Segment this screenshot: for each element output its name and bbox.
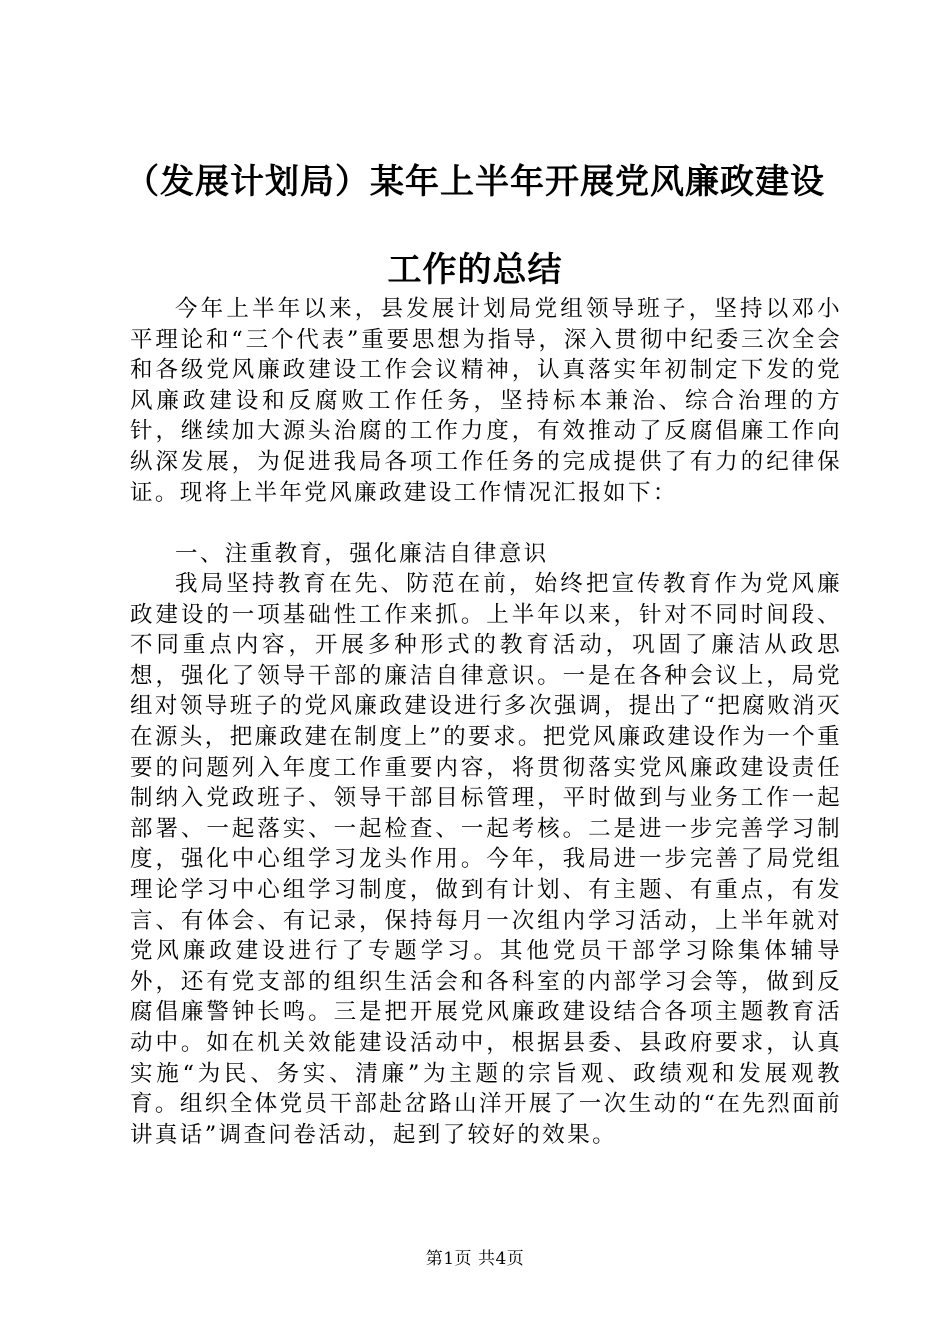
document-title-line-2: 工作的总结 — [387, 250, 563, 290]
section-heading-1: 一、注重教育，强化廉洁自律意识 — [175, 541, 549, 567]
page-number-footer: 第1页 共4页 — [425, 1249, 525, 1269]
section-1-paragraph: 我局坚持教育在先、防范在前，始终把宣传教育作为党风廉政建设的一项基础性工作来抓。上半年以来，针对不同时间段、不同重点内容，开展多种形式的教育活动，巩固了廉洁从政思想，强化了领导干部的廉洁自律意识。一是在各种会议上，局党组对领导班子的党风廉政建设进行多次强调，提出了“把腐败消灭在源头，把廉政建在制度上”的要求。把党风廉政建设作为一个重要的问题列入年度工作重要内容，将贯彻落实党风廉政建设责任制纳入党政班子、领导干部目标管理，平时做到与业务工作一起部署、一起落实、一起检查、一起考核。二是进一步完善学习制度，强化中心组学习龙头作用。今年，我局进一步完善了局党组理论学习中心组学习制度，做到有计划、有主题、有重点，有发言、有体会、有记录，保持每月一次组内学习活动，上半年就对党风廉政建设进行了专题学习。其他党员干部学习除集体辅导外，还有党支部的组织生活会和各科室的内部学习会等，做到反腐倡廉警钟长鸣。三是把开展党风廉政建设结合各项主题教育活动中。如在机关效能建设活动中，根据县委、县政府要求，认真实施“为民、务实、清廉”为主题的宗旨观、政绩观和发展观教育。组织全体党员干部赴岔路山洋开展了一次生动的“在先烈面前讲真话”调查问卷活动，起到了较好的效果。 — [130, 571, 842, 1148]
intro-paragraph: 今年上半年以来，县发展计划局党组领导班子，坚持以邓小平理论和“三个代表”重要思想为指导，深入贯彻中纪委三次全会和各级党风廉政建设工作会议精神，认真落实年初制定下发的党风廉政建设和反腐败工作任务，坚持标本兼治、综合治理的方针，继续加大源头治腐的工作力度，有效推动了反腐倡廉工作向纵深发展，为促进我局各项工作任务的完成提供了有力的纪律保证。现将上半年党风廉政建设工作情况汇报如下： — [130, 296, 842, 506]
document-title-line-1: （发展计划局）某年上半年开展党风廉政建设 — [125, 162, 825, 202]
